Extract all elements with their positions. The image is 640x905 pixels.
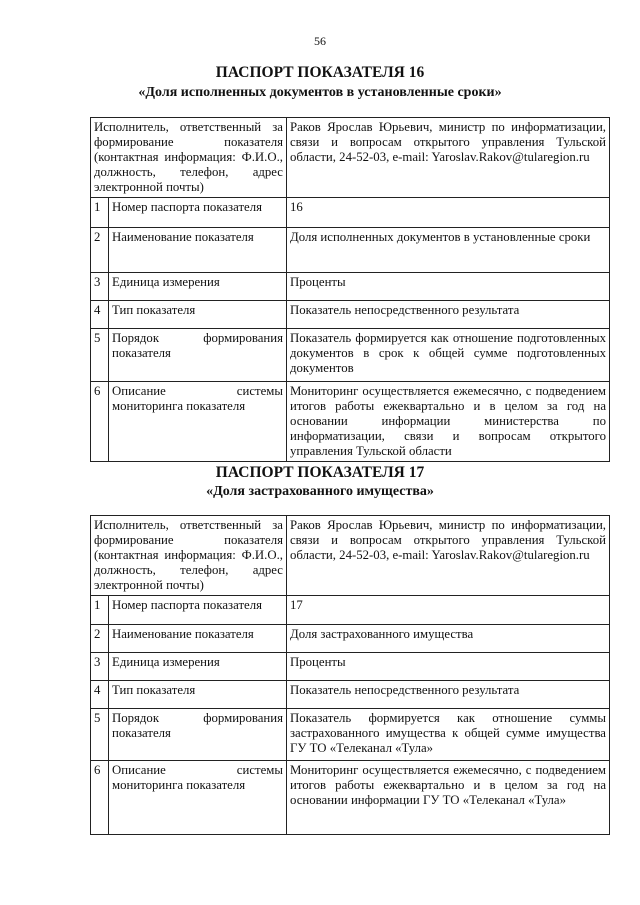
passport-17-subtitle: «Доля застрахованного имущества» <box>206 484 434 499</box>
row-number: 3 <box>91 653 109 681</box>
table-row <box>91 301 610 329</box>
row-value: Доля исполненных документов в установленные сроки <box>287 228 610 273</box>
passport-16-subtitle: «Доля исполненных документов в установленные сроки» <box>138 85 502 100</box>
row-value: Показатель формируется как отношение суммы застрахованного имущества к общей сумме имущества ГУ ТО «Телеканал «Тула» <box>287 709 610 761</box>
row-value: Мониторинг осуществляется ежемесячно, с подведением итогов работы ежеквартально и в целом за год на основании информации ГУ ТО «Телеканал «Тула» <box>287 761 610 835</box>
row-number: 6 <box>91 761 109 835</box>
row-number: 1 <box>91 596 109 625</box>
row-value: Проценты <box>287 273 610 301</box>
table-row <box>91 761 610 835</box>
table-row <box>91 228 610 273</box>
passport-16-table <box>90 117 610 462</box>
table-row <box>91 653 610 681</box>
table-row <box>91 516 610 596</box>
row-value: Мониторинг осуществляется ежемесячно, с подведением итогов работы ежеквартально и в целом за год на основании информации министерства по информатизации, связи и вопросам открытого управления Тульской области <box>287 382 610 462</box>
executor-label: Исполнитель, ответственный за формирование показателя (контактная информация: Ф.И.О., должность, телефон, адрес электронной почты) <box>91 118 287 198</box>
table-row <box>91 625 610 653</box>
passport-17-title: ПАСПОРТ ПОКАЗАТЕЛЯ 17 <box>215 464 425 481</box>
row-number: 1 <box>91 198 109 228</box>
row-value: Доля застрахованного имущества <box>287 625 610 653</box>
row-label: Наименование показателя <box>109 228 287 273</box>
passport-16-title: ПАСПОРТ ПОКАЗАТЕЛЯ 16 <box>215 64 425 81</box>
row-value: Проценты <box>287 653 610 681</box>
row-label: Описание системы мониторинга показателя <box>109 382 287 462</box>
row-label: Единица измерения <box>109 273 287 301</box>
row-value: 16 <box>287 198 610 228</box>
table-row <box>91 596 610 625</box>
row-label: Описание системы мониторинга показателя <box>109 761 287 835</box>
row-number: 2 <box>91 625 109 653</box>
row-label: Порядок формирования показателя <box>109 329 287 382</box>
row-number: 3 <box>91 273 109 301</box>
row-number: 5 <box>91 709 109 761</box>
row-label: Наименование показателя <box>109 625 287 653</box>
row-label: Тип показателя <box>109 301 287 329</box>
table-row <box>91 681 610 709</box>
row-label: Номер паспорта показателя <box>109 198 287 228</box>
row-number: 4 <box>91 301 109 329</box>
table-row <box>91 382 610 462</box>
row-number: 6 <box>91 382 109 462</box>
table-row <box>91 273 610 301</box>
row-value: 17 <box>287 596 610 625</box>
row-number: 2 <box>91 228 109 273</box>
row-number: 4 <box>91 681 109 709</box>
page-number: 56 <box>314 34 326 48</box>
passport-17-table <box>90 515 610 835</box>
row-number: 5 <box>91 329 109 382</box>
row-value: Показатель непосредственного результата <box>287 681 610 709</box>
table-row <box>91 118 610 198</box>
executor-value: Раков Ярослав Юрьевич, министр по информатизации, связи и вопросам открытого управления Тульской области, 24-52-03, e-mail: Yaroslav.Rakov@tularegion.ru <box>287 516 610 596</box>
table-row <box>91 709 610 761</box>
row-value: Показатель непосредственного результата <box>287 301 610 329</box>
row-value: Показатель формируется как отношение подготовленных документов в срок к общей сумме подготовленных документов <box>287 329 610 382</box>
table-row <box>91 198 610 228</box>
row-label: Единица измерения <box>109 653 287 681</box>
row-label: Порядок формирования показателя <box>109 709 287 761</box>
executor-label: Исполнитель, ответственный за формирование показателя (контактная информация: Ф.И.О., должность, телефон, адрес электронной почты) <box>91 516 287 596</box>
executor-value: Раков Ярослав Юрьевич, министр по информатизации, связи и вопросам открытого управления Тульской области, 24-52-03, e-mail: Yaroslav.Rakov@tularegion.ru <box>287 118 610 198</box>
table-row <box>91 329 610 382</box>
row-label: Тип показателя <box>109 681 287 709</box>
row-label: Номер паспорта показателя <box>109 596 287 625</box>
